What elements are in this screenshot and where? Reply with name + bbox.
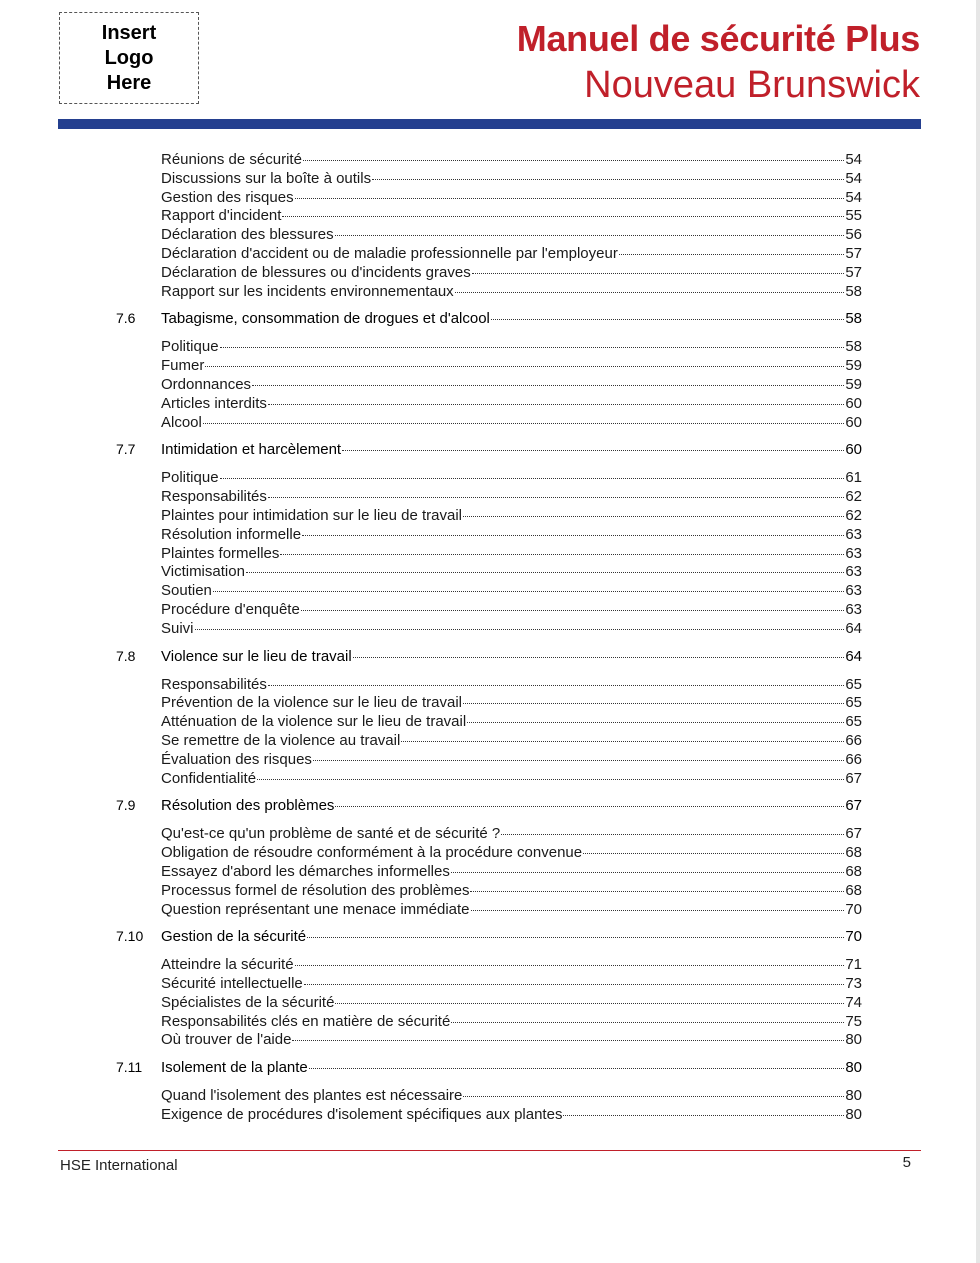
- toc-dot-leader: [203, 423, 844, 424]
- toc-page-number: 65: [845, 713, 862, 731]
- toc-section-number: 7.7: [116, 441, 136, 458]
- toc-page-number: 74: [845, 993, 862, 1011]
- toc-label: Procédure d'enquête: [161, 600, 300, 618]
- toc-dot-leader: [246, 572, 844, 573]
- toc-dot-leader: [463, 516, 844, 517]
- toc-entry[interactable]: [161, 1013, 862, 1032]
- toc-label: Quand l'isolement des plantes est nécessaire: [161, 1087, 463, 1105]
- footer-divider: [58, 1150, 921, 1151]
- toc-entry[interactable]: [161, 151, 862, 170]
- toc-label: Discussions sur la boîte à outils: [161, 169, 372, 187]
- toc-label: Tabagisme, consommation de drogues et d'alcool: [161, 310, 490, 328]
- toc-page-number: 65: [845, 675, 862, 693]
- toc-dot-leader: [220, 478, 845, 479]
- toc-section[interactable]: [116, 310, 862, 329]
- toc-page-number: 63: [845, 600, 862, 618]
- toc-dot-leader: [252, 385, 844, 386]
- toc-label: Ordonnances: [161, 375, 252, 393]
- toc-entry[interactable]: [161, 507, 862, 526]
- toc-page-number: 70: [845, 928, 862, 946]
- toc-page-number: 62: [845, 488, 862, 506]
- toc-dot-leader: [472, 273, 845, 274]
- toc-dot-leader: [451, 872, 844, 873]
- toc-page-number: 68: [845, 844, 862, 862]
- toc-label: Responsabilités: [161, 488, 267, 506]
- toc-section-number: 7.6: [116, 310, 136, 327]
- toc-page-number: 58: [845, 338, 862, 356]
- toc-label: Responsabilités clés en matière de sécurité: [161, 1012, 451, 1030]
- toc-label: Déclaration de blessures ou d'incidents graves: [161, 263, 471, 281]
- toc-page-number: 58: [845, 310, 862, 328]
- toc-entry[interactable]: [161, 1087, 862, 1106]
- toc-entry[interactable]: [161, 582, 862, 601]
- toc-dot-leader: [467, 722, 844, 723]
- toc-dot-leader: [335, 1003, 844, 1004]
- toc-dot-leader: [463, 1096, 844, 1097]
- toc-dot-leader: [295, 965, 845, 966]
- toc-dot-leader: [195, 629, 845, 630]
- toc-dot-leader: [257, 779, 844, 780]
- toc-label: Plaintes formelles: [161, 544, 280, 562]
- toc-label: Processus formel de résolution des problèmes: [161, 881, 470, 899]
- toc-dot-leader: [471, 910, 845, 911]
- toc-label: Intimidation et harcèlement: [161, 441, 342, 459]
- toc-section[interactable]: [116, 441, 862, 460]
- toc-page-number: 54: [845, 169, 862, 187]
- toc-dot-leader: [470, 891, 844, 892]
- toc-page-number: 70: [845, 900, 862, 918]
- footer-page-number: 5: [902, 1154, 911, 1171]
- toc-label: Réunions de sécurité: [161, 151, 302, 168]
- document-title: Manuel de sécurité Plus: [516, 18, 920, 59]
- toc-dot-leader: [292, 1040, 844, 1041]
- toc-label: Où trouver de l'aide: [161, 1031, 292, 1049]
- toc-entry[interactable]: [161, 264, 862, 283]
- toc-entry[interactable]: [161, 620, 862, 639]
- toc-dot-leader: [309, 1068, 845, 1069]
- toc-entry[interactable]: [161, 488, 862, 507]
- toc-entry[interactable]: [161, 376, 862, 395]
- toc-page-number: 68: [845, 862, 862, 880]
- toc-dot-leader: [313, 760, 844, 761]
- toc-entry[interactable]: [161, 245, 862, 264]
- toc-label: Politique: [161, 338, 219, 356]
- toc-page-number: 64: [845, 619, 862, 637]
- toc-dot-leader: [619, 254, 844, 255]
- toc-page-number: 57: [845, 244, 862, 262]
- toc-label: Suivi: [161, 619, 194, 637]
- toc-page-number: 66: [845, 750, 862, 768]
- toc-label: Évaluation des risques: [161, 750, 312, 768]
- toc-entry[interactable]: [161, 676, 862, 695]
- toc-entry[interactable]: [161, 170, 862, 189]
- toc-label: Isolement de la plante: [161, 1059, 308, 1077]
- toc-dot-leader: [372, 179, 844, 180]
- toc-page-number: 54: [845, 151, 862, 168]
- toc-dot-leader: [213, 591, 844, 592]
- toc-label: Confidentialité: [161, 769, 257, 787]
- logo-placeholder: [59, 12, 199, 104]
- toc-dot-leader: [268, 497, 844, 498]
- toc-page-number: 56: [845, 226, 862, 244]
- toc-entry[interactable]: [161, 207, 862, 226]
- toc-entry[interactable]: [161, 563, 862, 582]
- toc-page-number: 63: [845, 525, 862, 543]
- toc-label: Atténuation de la violence sur le lieu de travail: [161, 713, 467, 731]
- toc-page-number: 61: [845, 469, 862, 487]
- toc-section-number: 7.11: [116, 1059, 143, 1076]
- toc-dot-leader: [268, 404, 844, 405]
- toc-dot-leader: [491, 319, 844, 320]
- toc-entry[interactable]: [161, 414, 862, 433]
- toc-label: Résolution des problèmes: [161, 797, 335, 815]
- toc-page-number: 63: [845, 582, 862, 600]
- toc-label: Atteindre la sécurité: [161, 956, 294, 974]
- document-subtitle: Nouveau Brunswick: [584, 64, 920, 106]
- toc-dot-leader: [583, 853, 844, 854]
- toc-entry[interactable]: [161, 545, 862, 564]
- toc-section-number: 7.8: [116, 647, 136, 664]
- toc-dot-leader: [301, 610, 845, 611]
- toc-label: Se remettre de la violence au travail: [161, 731, 401, 749]
- toc-page-number: 60: [845, 413, 862, 431]
- toc-label: Obligation de résoudre conformément à la procédure convenue: [161, 844, 583, 862]
- toc-dot-leader: [451, 1022, 844, 1023]
- toc-dot-leader: [563, 1115, 844, 1116]
- toc-entry[interactable]: [161, 469, 862, 488]
- toc-entry[interactable]: [161, 526, 862, 545]
- toc-entry[interactable]: [161, 751, 862, 770]
- toc-entry[interactable]: [161, 189, 862, 208]
- toc-dot-leader: [501, 834, 844, 835]
- toc-dot-leader: [303, 160, 844, 161]
- toc-page-number: 80: [845, 1106, 862, 1124]
- toc-label: Sécurité intellectuelle: [161, 975, 303, 993]
- toc-page-number: 60: [845, 394, 862, 412]
- toc-label: Exigence de procédures d'isolement spécifiques aux plantes: [161, 1106, 563, 1124]
- toc-page-number: 54: [845, 188, 862, 206]
- toc-entry[interactable]: [161, 863, 862, 882]
- toc-entry[interactable]: [161, 770, 862, 789]
- toc-entry[interactable]: [161, 694, 862, 713]
- toc-dot-leader: [401, 741, 844, 742]
- toc-page-number: 66: [845, 731, 862, 749]
- toc-label: Gestion des risques: [161, 188, 294, 206]
- toc-page-number: 59: [845, 375, 862, 393]
- toc-page-number: 55: [845, 207, 862, 225]
- toc-page-number: 67: [845, 825, 862, 843]
- toc-label: Violence sur le lieu de travail: [161, 647, 352, 665]
- toc-dot-leader: [220, 347, 845, 348]
- toc-section[interactable]: [116, 797, 862, 816]
- toc-dot-leader: [268, 685, 844, 686]
- toc-entry[interactable]: [161, 1031, 862, 1050]
- page-edge: [976, 0, 980, 1263]
- toc-dot-leader: [280, 554, 844, 555]
- toc-label: Victimisation: [161, 563, 245, 581]
- toc-entry[interactable]: [161, 882, 862, 901]
- toc-page-number: 80: [845, 1087, 862, 1105]
- toc-entry[interactable]: [161, 283, 862, 302]
- toc-entry[interactable]: [161, 975, 862, 994]
- toc-entry[interactable]: [161, 713, 862, 732]
- toc-entry[interactable]: [161, 956, 862, 975]
- toc-page-number: 57: [845, 263, 862, 281]
- toc-section[interactable]: [116, 928, 862, 947]
- toc-page-number: 65: [845, 694, 862, 712]
- toc-label: Responsabilités: [161, 675, 267, 693]
- toc-section-number: 7.10: [116, 928, 144, 945]
- toc-page-number: 58: [845, 282, 862, 300]
- toc-entry[interactable]: [161, 901, 862, 920]
- toc-label: Articles interdits: [161, 394, 267, 412]
- toc-label: Politique: [161, 469, 219, 487]
- toc-dot-leader: [307, 937, 844, 938]
- toc-entry[interactable]: [161, 994, 862, 1013]
- toc-label: Déclaration d'accident ou de maladie professionnelle par l'employeur: [161, 244, 618, 262]
- toc-label: Résolution informelle: [161, 525, 302, 543]
- toc-page-number: 71: [845, 956, 862, 974]
- toc-page-number: 75: [845, 1012, 862, 1030]
- toc-entry[interactable]: [161, 1106, 862, 1125]
- toc-page-number: 80: [845, 1059, 862, 1077]
- toc-page-number: 68: [845, 881, 862, 899]
- toc-dot-leader: [335, 235, 845, 236]
- toc-entry[interactable]: [161, 732, 862, 751]
- toc-entry[interactable]: [161, 844, 862, 863]
- toc-entry[interactable]: [161, 825, 862, 844]
- toc-entry[interactable]: [161, 357, 862, 376]
- toc-entry[interactable]: [161, 226, 862, 245]
- toc-dot-leader: [455, 292, 845, 293]
- toc-page-number: 63: [845, 563, 862, 581]
- toc-dot-leader: [295, 198, 845, 199]
- toc-label: Soutien: [161, 582, 212, 600]
- toc-entry[interactable]: [161, 395, 862, 414]
- toc-label: Essayez d'abord les démarches informelles: [161, 862, 450, 880]
- toc-dot-leader: [304, 984, 845, 985]
- toc-section-number: 7.9: [116, 797, 136, 814]
- toc-label: Alcool: [161, 413, 202, 431]
- toc-page-number: 67: [845, 797, 862, 815]
- toc-label: Déclaration des blessures: [161, 226, 334, 244]
- toc-dot-leader: [302, 535, 844, 536]
- toc-label: Spécialistes de la sécurité: [161, 993, 335, 1011]
- toc-label: Rapport sur les incidents environnementaux: [161, 282, 454, 300]
- toc-page-number: 80: [845, 1031, 862, 1049]
- toc-page-number: 62: [845, 506, 862, 524]
- toc-section[interactable]: [116, 648, 862, 667]
- toc-label: Question représentant une menace immédiate: [161, 900, 470, 918]
- toc-page-number: 67: [845, 769, 862, 787]
- toc-page-number: 60: [845, 441, 862, 459]
- toc-page-number: 63: [845, 544, 862, 562]
- toc-dot-leader: [463, 703, 844, 704]
- toc-label: Gestion de la sécurité: [161, 928, 307, 946]
- toc-dot-leader: [353, 657, 845, 658]
- toc-entry[interactable]: [161, 601, 862, 620]
- toc-entry[interactable]: [161, 338, 862, 357]
- toc-label: Prévention de la violence sur le lieu de travail: [161, 694, 463, 712]
- toc-label: Fumer: [161, 357, 205, 375]
- footer-company: HSE International: [60, 1157, 178, 1174]
- toc-label: Rapport d'incident: [161, 207, 282, 225]
- toc-page-number: 59: [845, 357, 862, 375]
- toc-dot-leader: [205, 366, 844, 367]
- toc-dot-leader: [335, 806, 844, 807]
- toc-dot-leader: [342, 450, 844, 451]
- toc-page-number: 64: [845, 647, 862, 665]
- toc-label: Qu'est-ce qu'un problème de santé et de sécurité ?: [161, 825, 501, 843]
- toc-page-number: 73: [845, 975, 862, 993]
- toc-section[interactable]: [116, 1059, 862, 1078]
- toc-label: Plaintes pour intimidation sur le lieu de travail: [161, 506, 462, 524]
- header-bar: [58, 119, 921, 129]
- toc-dot-leader: [282, 216, 844, 217]
- table-of-contents: [116, 151, 862, 1125]
- logo-placeholder-text: Insert Logo Here: [101, 21, 157, 94]
